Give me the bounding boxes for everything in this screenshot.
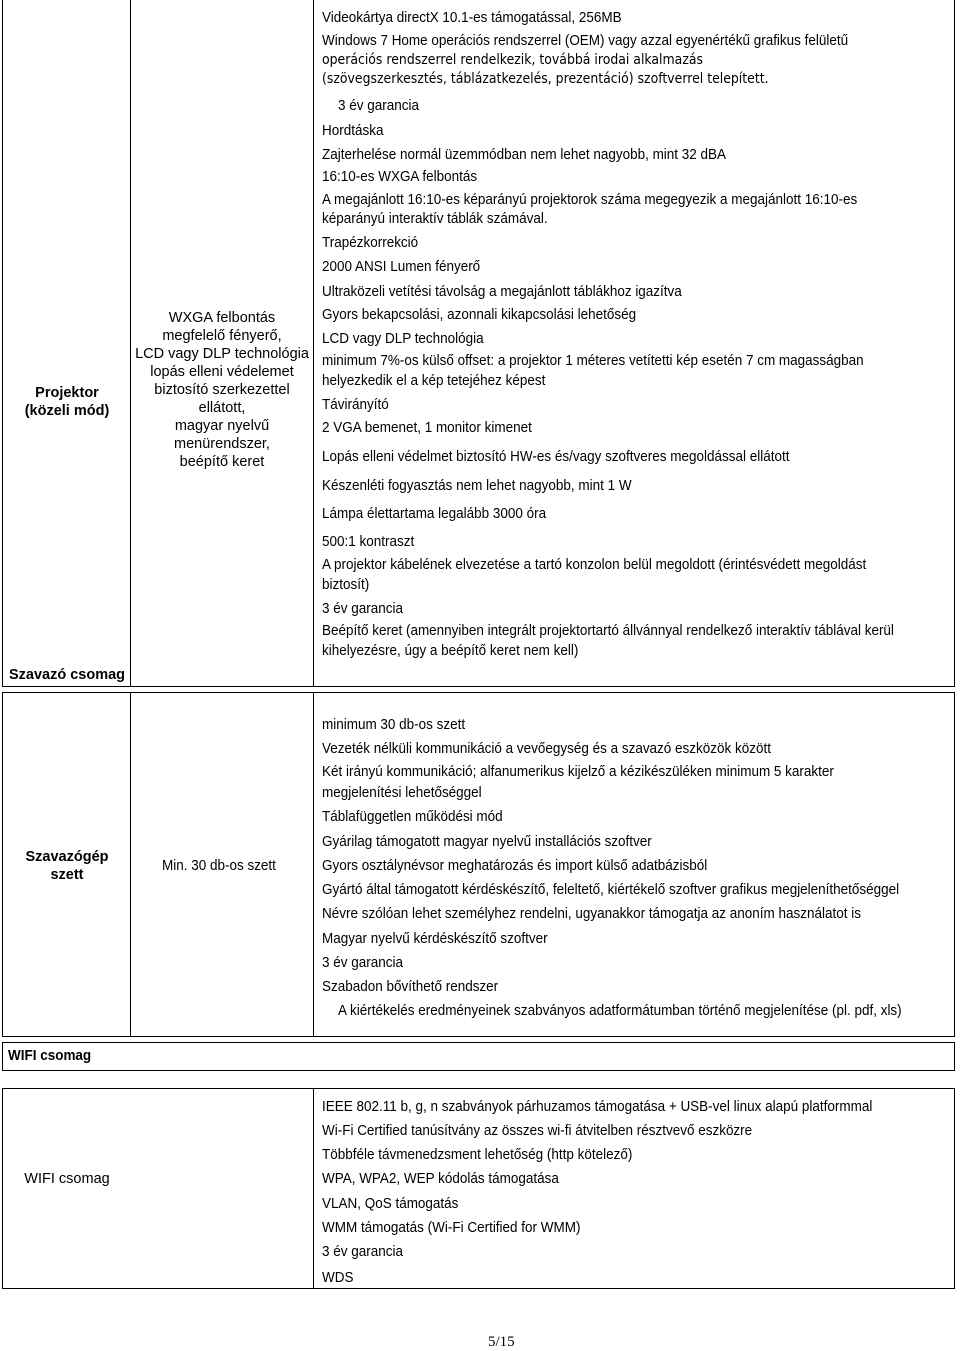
- rule: [130, 692, 131, 1037]
- spec-line: képarányú interaktív táblák számával.: [322, 211, 548, 227]
- spec-line: Szabadon bővíthető rendszer: [322, 979, 499, 995]
- spec-line: Beépítő keret (amennyiben integrált projektortartó állvánnyal rendelkező interaktív táblával kerül: [322, 623, 894, 639]
- rule: [2, 1042, 3, 1070]
- spec-line: 3 év garancia: [322, 955, 403, 971]
- wifi-group-label: WIFI csomag: [8, 1048, 92, 1064]
- spec-line: 3 év garancia: [322, 601, 403, 617]
- rule: [2, 1088, 3, 1289]
- spec-line: 3 év garancia: [338, 98, 419, 114]
- spec-line: Lopás elleni védelmet biztosító HW-es és/vagy szoftveres megoldással ellátott: [322, 449, 790, 465]
- spec-line: A megajánlott 16:10-es képarányú projektorok száma megegyezik a megajánlott 16:10-es: [322, 192, 858, 208]
- rule: [2, 1042, 955, 1043]
- spec-line: 2000 ANSI Lumen fényerő: [322, 259, 481, 275]
- rule: [313, 1088, 314, 1289]
- rule: [2, 692, 3, 1037]
- rule: [2, 0, 3, 686]
- spec-line: Hordtáska: [322, 123, 384, 139]
- spec-line: Trapézkorrekció: [322, 235, 419, 251]
- spec-line: Magyar nyelvű kérdéskészítő szoftver: [322, 931, 548, 947]
- spec-line: Gyárilag támogatott magyar nyelvű installációs szoftver: [322, 834, 652, 850]
- rule: [2, 1036, 955, 1037]
- spec-line: helyezkedik el a kép tetejéhez képest: [322, 373, 546, 389]
- spec-line: Windows 7 Home operációs rendszerrel (OEM) vagy azzal egyenértékű grafikus felületű: [322, 33, 849, 49]
- rule: [954, 1042, 955, 1070]
- spec-line: Többféle távmenedzsment lehetőség (http kötelező): [322, 1147, 633, 1163]
- spec-line: 16:10-es WXGA felbontás: [322, 169, 478, 185]
- spec-line: A kiértékelés eredményeinek szabványos adatformátumban történő megjelenítése (pl. pdf, xls): [338, 1003, 902, 1019]
- rule: [954, 0, 955, 686]
- projector-summary: WXGA felbontás megfelelő fényerő, LCD vagy DLP technológia lopás elleni védelemet biztosító szerkezettel ellátott, magyar nyelvű menürendszer, beépítő keret: [135, 310, 309, 470]
- spec-line: Videokártya directX 10.1-es támogatással, 256MB: [322, 10, 622, 26]
- spec-line: (szövegszerkesztés, táblázatkezelés, prezentáció) szoftverrel telepített.: [322, 71, 769, 87]
- rule: [2, 1288, 955, 1289]
- spec-line: operációs rendszerrel rendelkezik, továbbá irodai alkalmazás: [322, 52, 704, 68]
- rule: [2, 1088, 955, 1089]
- spec-line: VLAN, QoS támogatás: [322, 1196, 459, 1212]
- spec-line: Ultraközeli vetítési távolság a megajánlott táblákhoz igazítva: [322, 284, 682, 300]
- spec-line: Két irányú kommunikáció; alfanumerikus kijelző a kézikészüléken minimum 5 karakter: [322, 764, 834, 780]
- rule: [954, 1088, 955, 1289]
- spec-line: 3 év garancia: [322, 1244, 403, 1260]
- voting-summary: Min. 30 db-os szett: [162, 858, 276, 874]
- spec-line: WDS: [322, 1270, 354, 1286]
- spec-line: LCD vagy DLP technológia: [322, 331, 484, 347]
- spec-line: minimum 30 db-os szett: [322, 717, 466, 733]
- rule: [954, 692, 955, 1037]
- spec-line: Gyártó által támogatott kérdéskészítő, feleltető, kiértékelő szoftver grafikus megjeleníthetőséggel: [322, 882, 900, 898]
- spec-line: Vezeték nélküli kommunikáció a vevőegység és a szavazó eszközök között: [322, 741, 771, 757]
- spec-line: 500:1 kontraszt: [322, 534, 415, 550]
- spec-line: IEEE 802.11 b, g, n szabványok párhuzamos támogatása + USB-vel linux alapú platformmal: [322, 1099, 873, 1115]
- spec-line: kihelyezésre, úgy a beépítő keret nem kell): [322, 643, 579, 659]
- spec-line: Gyors bekapcsolási, azonnali kikapcsolási lehetőség: [322, 307, 637, 323]
- voting-device-label: Szavazógép szett: [25, 849, 109, 883]
- spec-line: Gyors osztálynévsor meghatározás és import külső adatbázisból: [322, 858, 708, 874]
- spec-line: Zajterhelése normál üzemmódban nem lehet nagyobb, mint 32 dBA: [322, 147, 727, 163]
- spec-line: Névre szólóan lehet személyhez rendelni, ugyanakkor támogatja az anoním használatot is: [322, 906, 861, 922]
- spec-line: Készenléti fogyasztás nem lehet nagyobb, mint 1 W: [322, 478, 632, 494]
- spec-line: 2 VGA bemenet, 1 monitor kimenet: [322, 420, 532, 436]
- spec-line: Wi-Fi Certified tanúsítvány az összes wi-fi átvitelben résztvevő eszközre: [322, 1123, 753, 1139]
- page-number: 5/15: [488, 1334, 515, 1350]
- projector-label: Projektor (közeli mód): [24, 385, 110, 419]
- spec-line: WPA, WPA2, WEP kódolás támogatása: [322, 1171, 559, 1187]
- spec-line: minimum 7%-os külső offset: a projektor 1 méteres vetítetti kép esetén 7 cm magasságban: [322, 353, 864, 369]
- spec-line: A projektor kábelének elvezetése a tartó konzolon belül megoldott (érintésvédett megoldást: [322, 557, 867, 573]
- rule: [313, 692, 314, 1037]
- spec-line: Táblafüggetlen működési mód: [322, 809, 503, 825]
- wifi-label: WIFI csomag: [24, 1171, 110, 1187]
- spec-line: WMM támogatás (Wi-Fi Certified for WMM): [322, 1220, 581, 1236]
- spec-line: megjelenítési lehetőséggel: [322, 785, 482, 801]
- spec-line: Lámpa élettartama legalább 3000 óra: [322, 506, 547, 522]
- spec-line: Távirányító: [322, 397, 389, 413]
- spec-line: biztosít): [322, 577, 370, 593]
- rule: [313, 0, 314, 686]
- rule: [2, 692, 955, 693]
- voting-pack-label: Szavazó csomag: [8, 667, 126, 683]
- rule: [2, 1070, 955, 1071]
- rule: [2, 686, 955, 687]
